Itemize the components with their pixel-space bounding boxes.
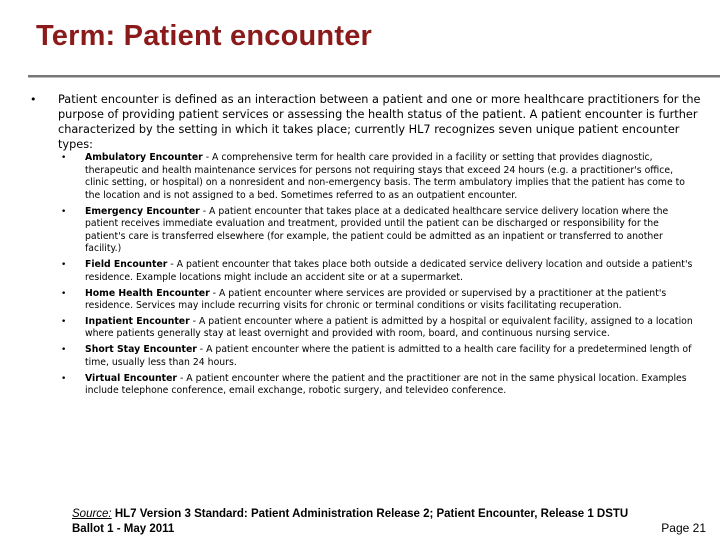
encounter-term: Ambulatory Encounter [85,152,203,163]
source-citation [72,507,652,536]
encounter-description: - A comprehensive term for health care provided in a facility or setting that provides diagnostic, therapeutic and health maintenance services for persons not requiring stays that exceed 24 hours (e.g. a practitioner's office, clinic setting, or hospital) on a nonresident and non-emergency basis. The term ambulatory implies that the patient has come to the location and is not assigned to a bed. Sometimes referred to as an outpatient encounter. [85,152,685,201]
bullet-icon: • [61,206,67,217]
list-item [58,288,698,313]
list-item [58,206,698,256]
page-title: Term: Patient encounter [36,20,373,52]
bullet-icon: • [30,93,37,106]
encounter-term: Emergency Encounter [85,205,200,217]
encounter-description: - A patient encounter where the patient and the practitioner are not in the same physical location. Examples include telephone conference, email exchange, robotic surgery, and televideo conference. [85,372,687,397]
encounter-term: Virtual Encounter [85,372,178,384]
encounter-description: - A patient encounter that takes place at a dedicated healthcare service delivery location where the patient receives immediate evaluation and treatment, provided until the patient can be discharged or responsibility for the patient's care is transferred elsewhere (for example, the patient could be admitted as an inpatient or transferred to another facility.) [85,205,669,255]
bullet-icon: • [61,316,67,327]
encounter-type-list [58,152,698,401]
list-item [58,373,698,398]
encounter-description: - A patient encounter where a patient is admitted by a hospital or equivalent facility, assigned to a location where patients generally stay at least overnight and provided with room, board, and continuous nursing service. [85,315,693,340]
encounter-term: Home Health Encounter [85,287,210,299]
intro-text: Patient encounter is defined as an interaction between a patient and one or more healthcare practitioners for the purpose of providing patient services or assessing the health status of the patient. A patient encounter is further characterized by the setting in which it takes place; currently HL7 recognizes seven unique patient encounter types: [58,93,701,151]
encounter-description: - A patient encounter where the patient is admitted to a health care facility for a predetermined length of time, usually less than 24 hours. [85,344,692,368]
bullet-icon: • [61,153,67,163]
bullet-icon: • [61,260,67,271]
encounter-term: Short Stay Encounter [85,344,197,356]
page-number: Page 21 [661,521,706,535]
source-label: Source: [72,508,112,520]
encounter-term: Field Encounter [85,259,168,271]
encounter-description: - A patient encounter that takes place both outside a dedicated service delivery location and outside a patient's residence. Example locations might include an accident site or at a supermarket. [85,259,693,283]
bullet-icon: • [61,345,67,356]
bullet-icon: • [61,288,67,299]
encounter-description: - A patient encounter where services are provided or supervised by a practitioner at the patient's residence. Services may include recurring visits for chronic or terminal conditions or visits facilitating recuperation. [85,287,667,312]
intro-paragraph [30,92,702,152]
source-text: HL7 Version 3 Standard: Patient Administration Release 2; Patient Encounter, Release 1 DSTU Ballot 1 - May 2011 [72,508,629,535]
title-divider [28,75,720,78]
list-item [58,344,698,369]
list-item [58,316,698,341]
encounter-term: Inpatient Encounter [85,315,190,327]
list-item [58,152,698,202]
bullet-icon: • [61,373,67,384]
list-item [58,259,698,284]
